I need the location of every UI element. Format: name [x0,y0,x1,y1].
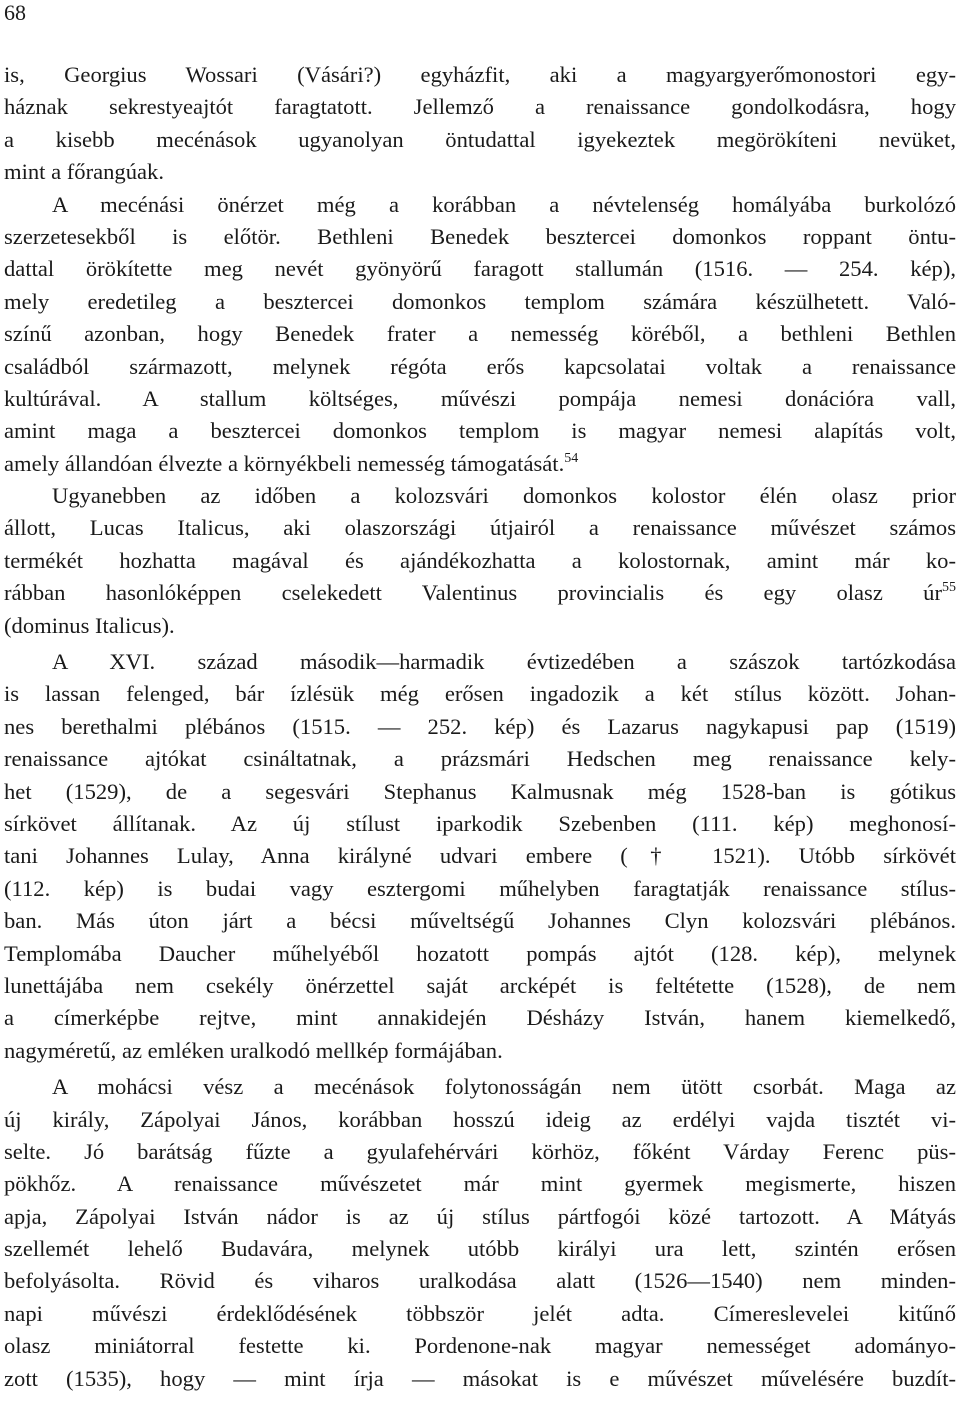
text-line: mely eredetileg a besztercei domonkos templom számára készülhetett. Való- [4,288,956,314]
paragraph-2 [4,189,956,481]
text-line: a címerképbe rejtve, mint annakidején Désházy István, hanem kiemelkedő, [4,1005,956,1031]
text-line: színű azonban, hogy Benedek frater a nemesség köréből, a bethleni Bethlen [4,321,956,347]
text-line: ban. Más úton járt a bécsi műveltségű Johannes Clyn kolozsvári plébános. [4,908,956,934]
paragraph-3 [4,480,956,642]
text-line: kultúrával. A stallum költséges, művészi pompája nemesi donációra vall, [4,385,956,411]
text-line: renaissance ajtókat csináltatnak, a prázsmári Hedschen meg renaissance kely- [4,746,956,772]
paragraph-1 [4,59,956,189]
text-line: nagyméretű, az emléken uralkodó mellkép formájában. [4,1037,503,1063]
text-line: sírkövet állítanak. Az új stílust iparkodik Szebenben (111. kép) meghonosí- [4,810,956,836]
page-number: 68 [4,0,26,25]
paragraph-5 [4,1071,956,1395]
text-line: (dominus Italicus). [4,612,175,638]
text-line: háznak sekrestyeajtót faragtatott. Jellemző a renaissance gondolkodásra, hogy [4,94,956,120]
text-line: napi művészi érdeklődésének többször jelét adta. Címereslevelei kitűnő [4,1300,956,1326]
text-line: nes berethalmi plébános (1515. — 252. kép) és Lazarus nagykapusi pap (1519) [4,713,956,739]
text-line: apja, Zápolyai István nádor is az új stílus pártfogói közé tartozott. A Mátyás [4,1203,956,1229]
text-line: dattal örökítette meg nevét gyönyörű faragott stallumán (1516. — 254. kép), [4,256,956,282]
text-line: befolyásolta. Rövid és viharos uralkodása alatt (1526—1540) nem minden- [4,1268,956,1294]
text-line: Templomába Daucher műhelyéből hozatott pompás ajtót (128. kép), melynek [4,940,956,966]
text-line: állott, Lucas Italicus, aki olaszországi útjairól a renaissance művészet számos [4,515,956,541]
text-line: is lassan felenged, bár ízlésük még erősen ingadozik a két stílus között. Johan- [4,681,956,707]
text-line: het (1529), de a segesvári Stephanus Kalmusnak még 1528-ban is gótikus [4,778,956,804]
text-line: (112. kép) is budai vagy esztergomi műhelyben faragtatják renaissance stílus- [4,875,956,901]
footnote-marker: 54 [564,450,579,466]
text-line: szerzetesekből is előtör. Bethleni Benedek besztercei domonkos roppant öntu- [4,223,956,249]
text-line [4,448,956,480]
footnote-marker: 55 [942,580,956,596]
text-line: új király, Zápolyai János, korábban hosszú ideig az erdélyi vajda tisztét vi- [4,1106,956,1132]
text-line: lunettájába nem csekély önérzettel saját arcképét is feltétette (1528), de nem [4,972,956,998]
text-line: mint a főrangúak. [4,159,164,185]
text-line: tani Johannes Lulay, Anna királyné udvari embere († 1521). Utóbb sírkövét [4,843,956,869]
text-line: pökhőz. A renaissance művészetet már mint gyermek megismerte, hiszen [4,1171,956,1197]
text-line: zott (1535), hogy — mint írja — másokat is e művészet művelésére buzdít- [4,1365,956,1391]
text-line-content: rábban hasonlóképpen cselekedett Valentinus provincialis és egy olasz úr [4,580,942,606]
text-line: olasz miniátorral festette ki. Pordenone-nak magyar nemességet adományo- [4,1333,956,1359]
body-text [4,59,956,1395]
text-line [4,577,956,609]
text-line: Ugyanebben az időben a kolozsvári domonkos kolostor élén olasz prior [52,483,956,509]
text-line: a kisebb mecénások ugyanolyan öntudattal igyekeztek megörökíteni nevüket, [4,126,956,152]
text-line: amint maga a besztercei domonkos templom is magyar nemesi alapítás volt, [4,418,956,444]
text-line: termékét hozhatta magával és ajándékozhatta a kolostornak, amint már ko- [4,547,956,573]
text-line: is, Georgius Wossari (Vásári?) egyházfit, aki a magyargyerőmonostori egy- [4,62,956,87]
text-line-content: amely állandóan élvezte a környékbeli nemesség támogatását. [4,450,565,476]
text-line: családból származott, melynek régóta erős kapcsolatai voltak a renaissance [4,353,956,379]
text-line: selte. Jó barátság fűzte a gyulafehérvári körhöz, főként Várday Ferenc püs- [4,1138,956,1164]
text-line: szellemét lehelő Budavára, melynek utóbb királyi ura lett, szintén erősen [4,1236,956,1262]
paragraph-4 [4,646,956,1067]
text-line: A mohácsi vész a mecénások folytonosságán nem ütött csorbát. Maga az [52,1074,956,1100]
text-line: A mecénási önérzet még a korábban a névtelenség homályába burkolózó [52,191,956,217]
text-line: A XVI. század második—harmadik évtizedében a szászok tartózkodása [52,649,956,675]
